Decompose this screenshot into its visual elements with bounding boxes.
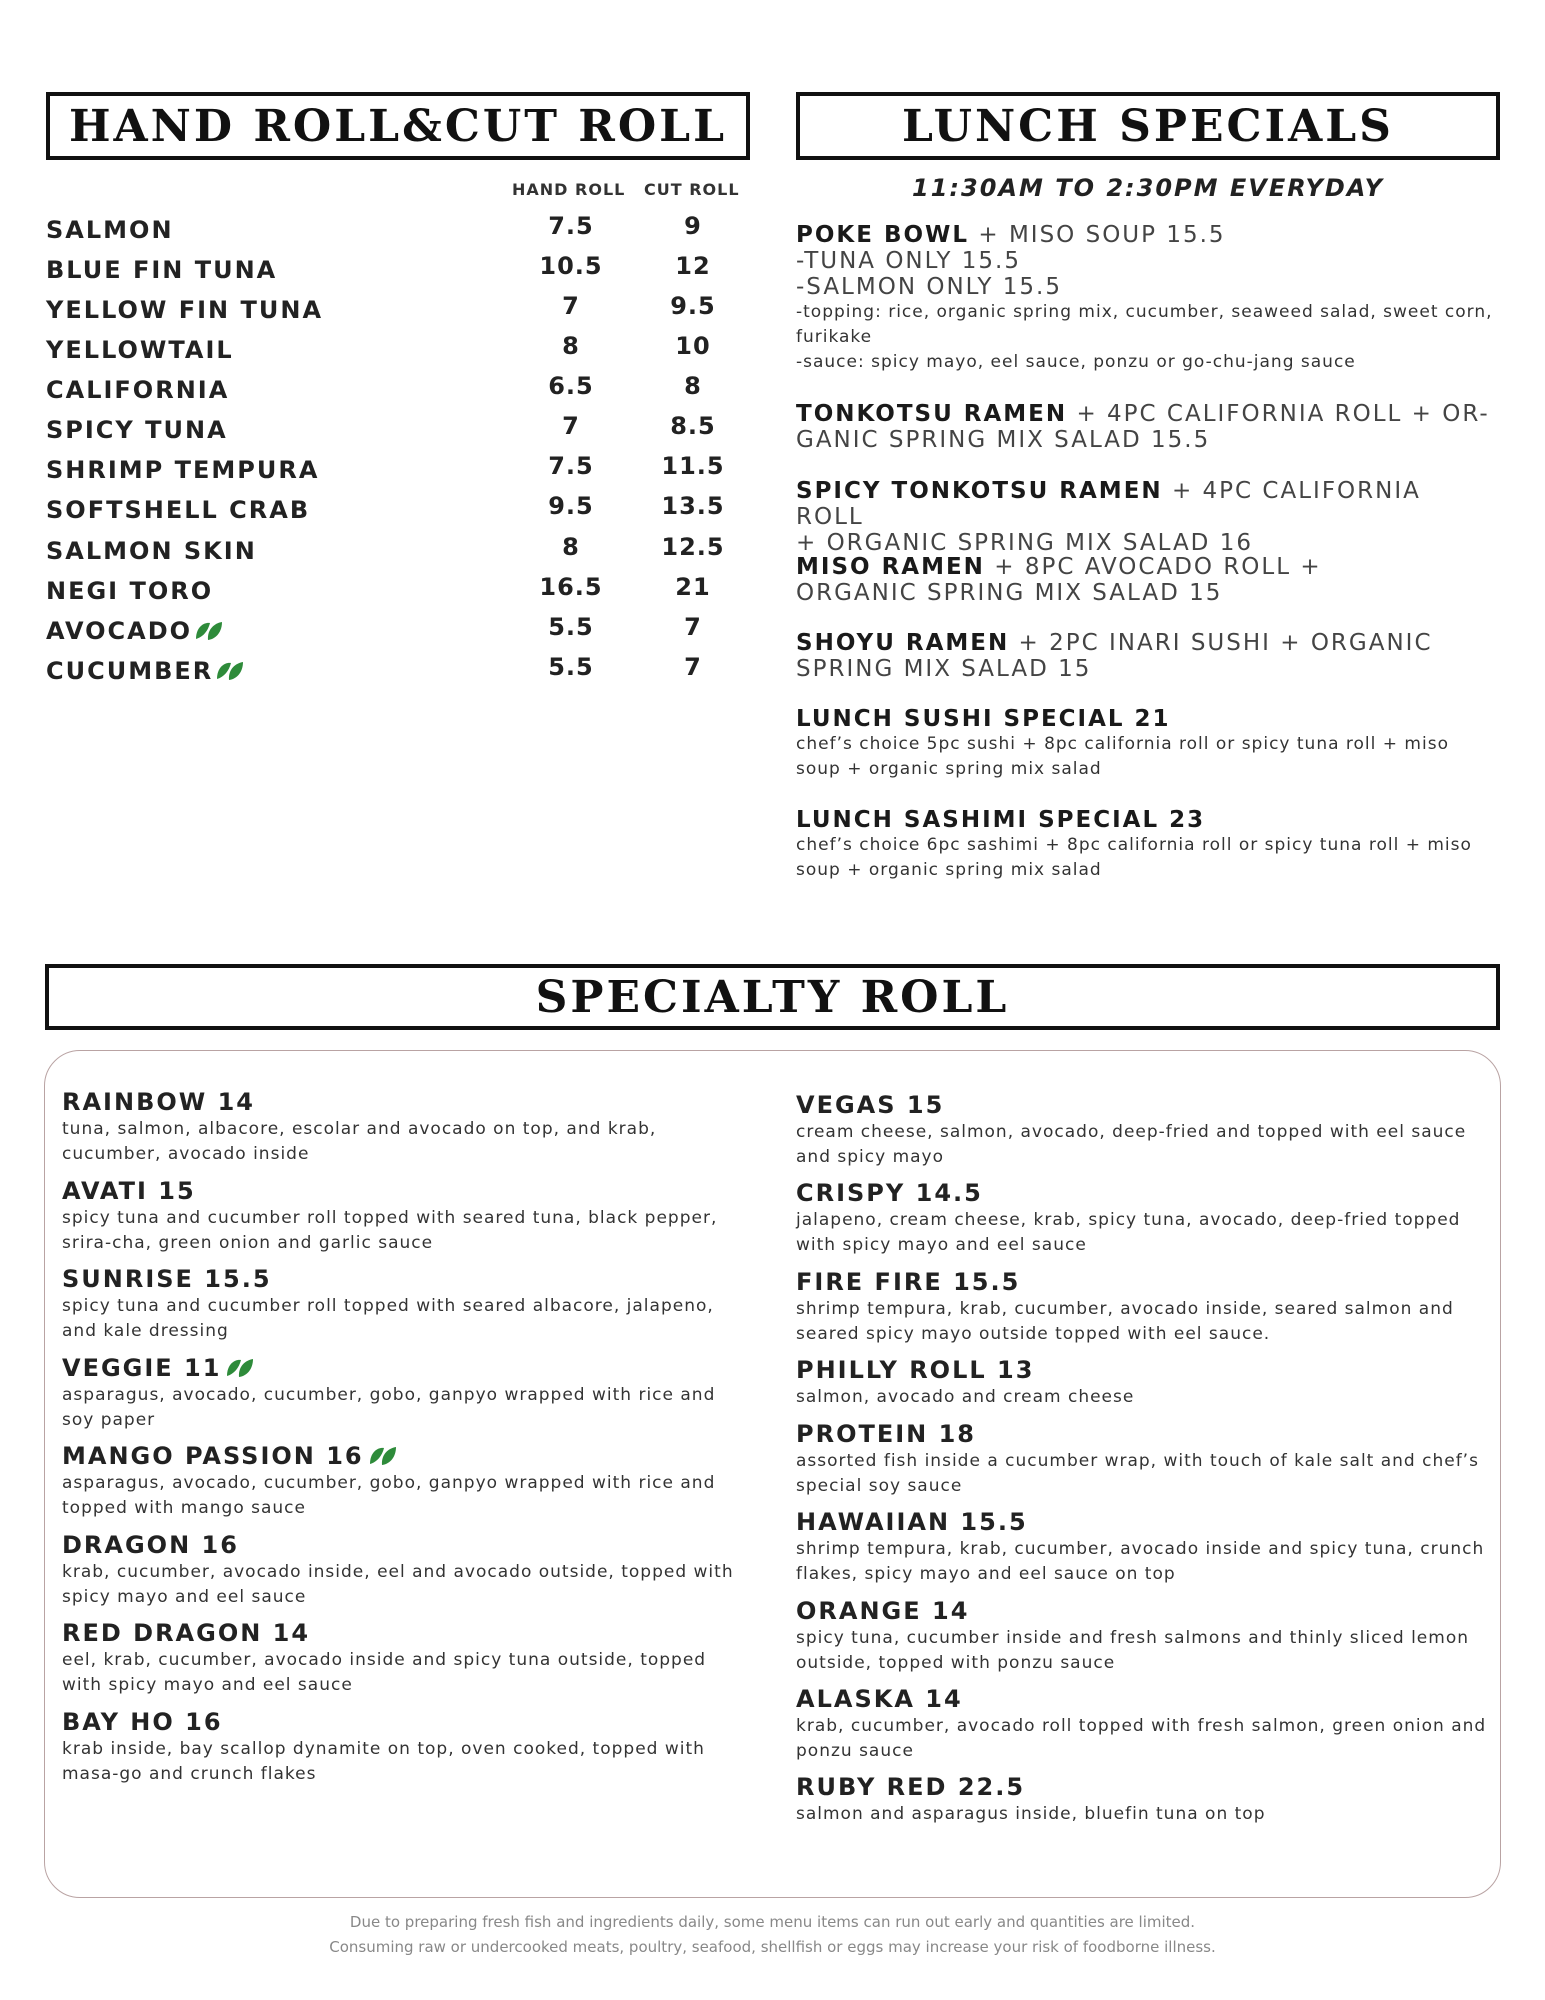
leaf-icon: [215, 659, 245, 683]
footer-line: Consuming raw or undercooked meats, poultry, seafood, shellfish or eggs may increase your risk of foodborne illness.: [329, 1938, 1216, 1956]
roll-row: [46, 452, 746, 496]
hand-roll-price: 10.5: [539, 252, 603, 280]
specialty-item-desc: cream cheese, salmon, avocado, deep-fried and topped with eel sauce and spicy mayo: [796, 1122, 1467, 1167]
roll-name: SOFTSHELL CRAB: [46, 496, 311, 524]
roll-name: YELLOW FIN TUNA: [46, 296, 324, 324]
roll-name: SPICY TUNA: [46, 416, 228, 444]
cut-roll-price: 7: [684, 613, 702, 641]
specialty-item: [796, 1420, 1496, 1499]
hand-roll-price: 5.5: [548, 613, 594, 641]
lunch-topping: -topping: rice, organic spring mix, cucumber, seaweed salad, sweet corn, furikake: [796, 302, 1493, 347]
cut-roll-price: 8: [684, 372, 702, 400]
specialty-item: [796, 1268, 1496, 1347]
lunch-item-name: LUNCH SASHIMI SPECIAL 23: [796, 807, 1206, 833]
specialty-item-name: HAWAIIAN 15.5: [796, 1508, 1028, 1536]
specialty-item-desc: spicy tuna and cucumber roll topped with seared tuna, black pepper, srira-cha, green onion and garlic sauce: [62, 1208, 718, 1253]
roll-name: SALMON: [46, 216, 174, 244]
lunch-sauce: -sauce: spicy mayo, eel sauce, ponzu or go-chu-jang sauce: [796, 352, 1356, 372]
specialty-item: [62, 1531, 742, 1610]
roll-row: [46, 573, 746, 617]
hand-roll-column-header: HAND ROLL: [512, 180, 626, 199]
specialty-item-desc: salmon and asparagus inside, bluefin tuna on top: [796, 1804, 1266, 1824]
cut-roll-price: 12: [675, 252, 711, 280]
lunch-item-shoyu-ramen: [796, 630, 1496, 682]
specialty-item-desc: spicy tuna and cucumber roll topped with seared albacore, jalapeno, and kale dressing: [62, 1296, 714, 1341]
specialty-item-name: RAINBOW 14: [62, 1088, 255, 1116]
roll-row: [46, 653, 746, 697]
specialty-item: [62, 1708, 742, 1787]
lunch-item-name: LUNCH SUSHI SPECIAL 21: [796, 706, 1171, 732]
lunch-item-miso-ramen: [796, 554, 1496, 606]
specialty-item: [796, 1356, 1496, 1410]
lunch-item-extra: + MISO SOUP 15.5: [969, 222, 1226, 248]
hand-roll-price: 7: [562, 412, 580, 440]
roll-name: [46, 617, 224, 645]
specialty-item-name: SUNRISE 15.5: [62, 1265, 272, 1293]
specialty-item: [62, 1354, 742, 1433]
cut-roll-price: 10: [675, 332, 711, 360]
specialty-item-desc: jalapeno, cream cheese, krab, spicy tuna, avocado, deep-fried topped with spicy mayo and eel sauce: [796, 1210, 1461, 1255]
roll-row: [46, 613, 746, 657]
specialty-item: [796, 1091, 1496, 1170]
leaf-icon: [194, 619, 224, 643]
specialty-item: [62, 1088, 742, 1167]
specialty-item: [796, 1685, 1496, 1764]
specialty-item-desc: eel, krab, cucumber, avocado inside and spicy tuna outside, topped with spicy mayo and eel sauce: [62, 1650, 707, 1695]
specialty-item-desc: tuna, salmon, albacore, escolar and avocado on top, and krab, cucumber, avocado inside: [62, 1119, 657, 1164]
hand-roll-price: 16.5: [539, 573, 603, 601]
specialty-item-desc: spicy tuna, cucumber inside and fresh salmons and thinly sliced lemon outside, topped with ponzu sauce: [796, 1628, 1470, 1673]
lunch-item-extra-line: ORGANIC SPRING MIX SALAD 15: [796, 580, 1223, 606]
specialty-item: [62, 1177, 742, 1256]
lunch-option: -TUNA ONLY 15.5: [796, 248, 1021, 274]
lunch-item-name: MISO RAMEN: [796, 554, 985, 580]
specialty-item-name: VEGAS 15: [796, 1091, 945, 1119]
cut-roll-price: 7: [684, 653, 702, 681]
specialty-item-name: PHILLY ROLL 13: [796, 1356, 1035, 1384]
roll-row: [46, 372, 746, 416]
lunch-item-extra-line: GANIC SPRING MIX SALAD 15.5: [796, 427, 1211, 453]
hand-roll-price: 8: [562, 332, 580, 360]
roll-name: SALMON SKIN: [46, 537, 257, 565]
roll-name: BLUE FIN TUNA: [46, 256, 278, 284]
specialty-item-desc: krab, cucumber, avocado inside, eel and avocado outside, topped with spicy mayo and eel sauce: [62, 1562, 734, 1607]
specialty-item-name: FIRE FIRE 15.5: [796, 1268, 1021, 1296]
specialty-item: [796, 1179, 1496, 1258]
roll-name-text: CUCUMBER: [46, 657, 214, 685]
hand-roll-price: 9.5: [548, 492, 594, 520]
roll-row: [46, 533, 746, 577]
lunch-item-name: POKE BOWL: [796, 222, 970, 248]
specialty-item-name: CRISPY 14.5: [796, 1179, 983, 1207]
lunch-item-name: SHOYU RAMEN: [796, 630, 1010, 656]
specialty-item-name-text: MANGO PASSION 16: [62, 1442, 364, 1470]
specialty-item: [796, 1508, 1496, 1587]
roll-row: [46, 492, 746, 536]
lunch-specials-title: LUNCH SPECIALS: [796, 92, 1500, 160]
specialty-item: [62, 1442, 742, 1521]
cut-roll-price: 8.5: [670, 412, 716, 440]
specialty-item-desc: salmon, avocado and cream cheese: [796, 1387, 1135, 1407]
specialty-item-name-text: VEGGIE 11: [62, 1354, 222, 1382]
specialty-item: [62, 1265, 742, 1344]
specialty-item-desc: shrimp tempura, krab, cucumber, avocado inside, seared salmon and seared spicy mayo outside topped with eel sauce.: [796, 1299, 1454, 1344]
hand-roll-price: 5.5: [548, 653, 594, 681]
lunch-item-name: SPICY TONKOTSU RAMEN: [796, 478, 1163, 504]
specialty-item-name: DRAGON 16: [62, 1531, 239, 1559]
lunch-item-extra: + 8PC AVOCADO ROLL +: [984, 554, 1322, 580]
hand-roll-price: 7.5: [548, 452, 594, 480]
specialty-item: [796, 1597, 1496, 1676]
specialty-item: [62, 1619, 742, 1698]
lunch-item-desc: chef’s choice 6pc sashimi + 8pc california roll or spicy tuna roll + miso soup + organic spring mix salad: [796, 835, 1472, 880]
hand-roll-price: 6.5: [548, 372, 594, 400]
specialty-item-desc: shrimp tempura, krab, cucumber, avocado inside and spicy tuna, crunch flakes, spicy mayo and eel sauce on top: [796, 1539, 1485, 1584]
roll-row: [46, 292, 746, 336]
roll-name: NEGI TORO: [46, 577, 214, 605]
roll-name: [46, 657, 245, 685]
roll-row: [46, 412, 746, 456]
lunch-item-sashimi-special: [796, 807, 1496, 883]
cut-roll-price: 13.5: [661, 492, 725, 520]
cut-roll-price: 12.5: [661, 533, 725, 561]
footer-line: Due to preparing fresh fish and ingredients daily, some menu items can run out early and quantities are limited.: [349, 1913, 1196, 1931]
cut-roll-price: 9.5: [670, 292, 716, 320]
hand-roll-title: HAND ROLL&CUT ROLL: [46, 92, 750, 160]
lunch-hours: 11:30AM TO 2:30PM EVERYDAY: [912, 174, 1384, 202]
lunch-item-extra-line: SPRING MIX SALAD 15: [796, 656, 1092, 682]
lunch-item-name: TONKOTSU RAMEN: [796, 401, 1068, 427]
roll-row: [46, 252, 746, 296]
hand-roll-price: 7.5: [548, 212, 594, 240]
specialty-item-desc: asparagus, avocado, cucumber, gobo, ganpyo wrapped with rice and soy paper: [62, 1385, 716, 1430]
specialty-item-desc: asparagus, avocado, cucumber, gobo, ganpyo wrapped with rice and topped with mango sauce: [62, 1473, 716, 1518]
cut-roll-column-header: CUT ROLL: [644, 180, 740, 199]
specialty-item: [796, 1773, 1496, 1827]
specialty-item-name: RED DRAGON 14: [62, 1619, 311, 1647]
lunch-option: -SALMON ONLY 15.5: [796, 274, 1062, 300]
specialty-item-desc: assorted fish inside a cucumber wrap, with touch of kale salt and chef’s special soy sauce: [796, 1451, 1479, 1496]
roll-name: SHRIMP TEMPURA: [46, 456, 320, 484]
hand-roll-price: 8: [562, 533, 580, 561]
leaf-icon: [225, 1356, 255, 1380]
leaf-icon: [368, 1444, 398, 1468]
cut-roll-price: 11.5: [661, 452, 725, 480]
cut-roll-price: 21: [675, 573, 711, 601]
lunch-item-poke-bowl: [796, 222, 1496, 375]
specialty-roll-title: SPECIALTY ROLL: [45, 964, 1500, 1030]
specialty-item-name: [62, 1442, 742, 1470]
specialty-item-name: ORANGE 14: [796, 1597, 970, 1625]
roll-row: [46, 332, 746, 376]
roll-name-text: AVOCADO: [46, 617, 193, 645]
specialty-item-name: [62, 1354, 742, 1382]
lunch-item-spicy-tonkotsu-ramen: [796, 478, 1496, 556]
specialty-item-desc: krab inside, bay scallop dynamite on top, oven cooked, topped with masa-go and crunch flakes: [62, 1739, 705, 1784]
lunch-item-extra: + 2PC INARI SUSHI + ORGANIC: [1009, 630, 1433, 656]
lunch-item-sushi-special: [796, 706, 1496, 782]
hand-roll-price: 7: [562, 292, 580, 320]
specialty-item-desc: krab, cucumber, avocado roll topped with fresh salmon, green onion and ponzu sauce: [796, 1716, 1487, 1761]
footer-disclaimer: [0, 1910, 1545, 1960]
lunch-item-tonkotsu-ramen: [796, 401, 1496, 453]
lunch-item-desc: chef’s choice 5pc sushi + 8pc california roll or spicy tuna roll + miso soup + organic spring mix salad: [796, 734, 1449, 779]
specialty-item-name: RUBY RED 22.5: [796, 1773, 1026, 1801]
cut-roll-price: 9: [684, 212, 702, 240]
lunch-item-extra-line: + ORGANIC SPRING MIX SALAD 16: [796, 530, 1253, 556]
specialty-item-name: ALASKA 14: [796, 1685, 963, 1713]
roll-name: YELLOWTAIL: [46, 336, 234, 364]
roll-row: [46, 212, 746, 256]
specialty-item-name: AVATI 15: [62, 1177, 196, 1205]
lunch-item-extra: + 4PC CALIFORNIA ROLL: [796, 478, 1421, 530]
roll-name: CALIFORNIA: [46, 376, 230, 404]
specialty-item-name: PROTEIN 18: [796, 1420, 977, 1448]
lunch-item-extra: + 4PC CALIFORNIA ROLL + OR-: [1067, 401, 1490, 427]
specialty-item-name: BAY HO 16: [62, 1708, 223, 1736]
